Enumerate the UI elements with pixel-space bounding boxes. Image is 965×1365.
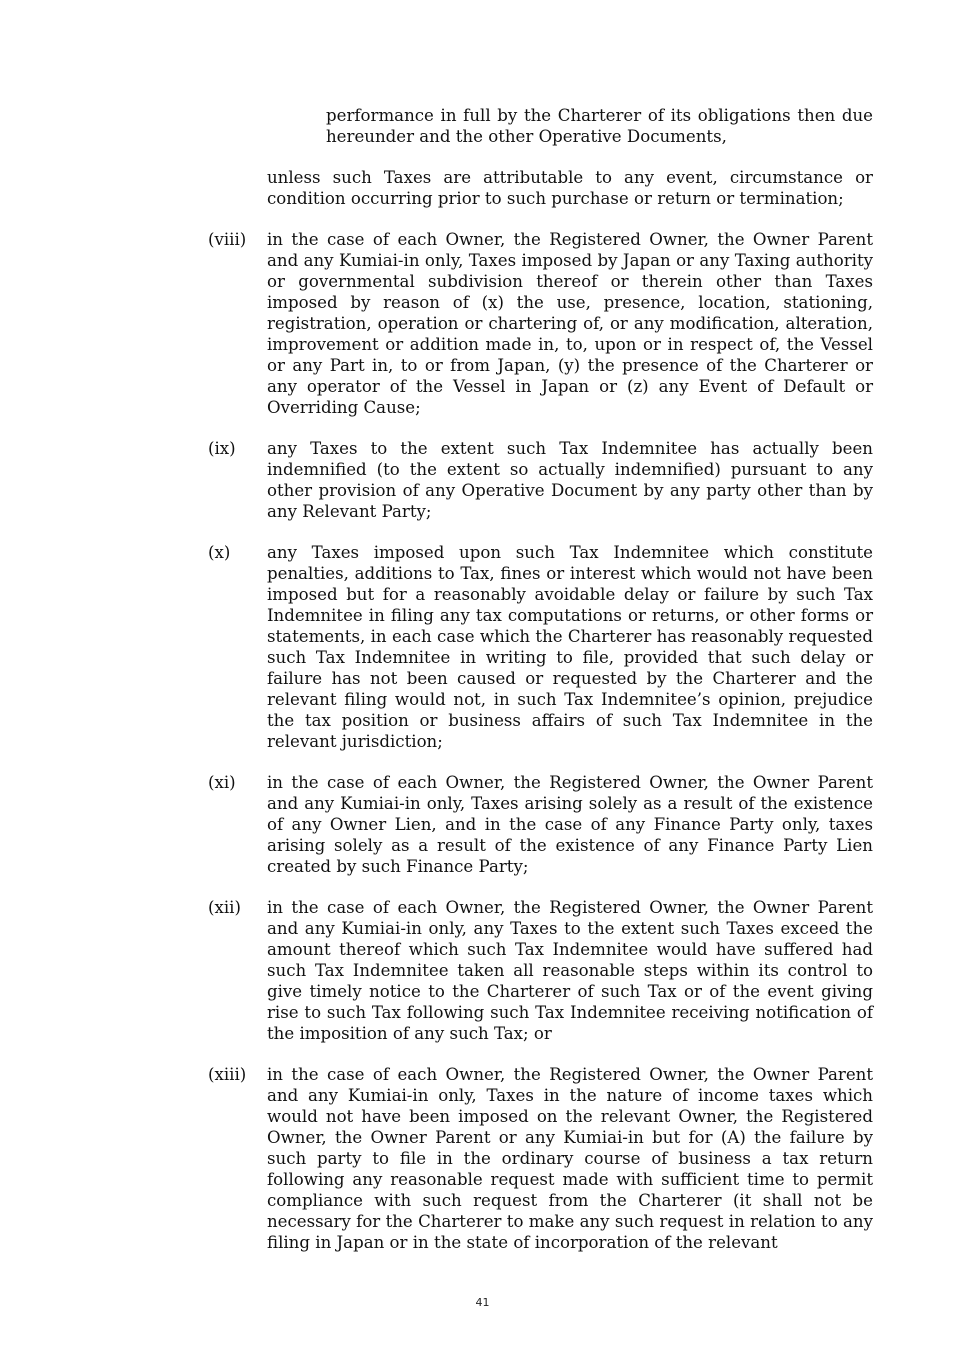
page-number: 41 xyxy=(475,1296,490,1309)
clause-number: (xiii) xyxy=(208,1065,247,1084)
clause-text: in the case of each Owner, the Registered Owner, the Owner Parent and any Kumiai-in only, Taxes in the nature of income taxes which would not have been imposed on the relevant Owner, the Registered Owner, the Owner Parent or any Kumiai-in but for (A) the failure by such party to file in the ordinary course of business a tax return following any reasonable request made with sufficient time to permit compliance with such request from the Charterer (it shall not be necessary for the Charterer to make any such request in relation to any filing in Japan or in the state of incorporation of the relevant xyxy=(267,1065,873,1252)
clause-number: (xii) xyxy=(208,898,241,917)
clause-text: in the case of each Owner, the Registered Owner, the Owner Parent and any Kumiai-in only, Taxes imposed by Japan or any Taxing authority or governmental subdivision thereof or therein other than Taxes imposed by reason of (x) the use, presence, location, stationing, registration, operation or chartering of, or any modification, alteration, improvement or addition made in, to, upon or in respect of, the Vessel or any Part in, to or from Japan, (y) the presence of the Charterer or any operator of the Vessel in Japan or (z) any Event of Default or Overriding Cause; xyxy=(267,230,873,417)
clause-text: any Taxes imposed upon such Tax Indemnitee which constitute penalties, additions to Tax, fines or interest which would not have been imposed but for a reasonably avoidable delay or failure by such Tax Indemnitee in filing any tax computations or returns, or other forms or statements, in each case which the Charterer has reasonably requested such Tax Indemnitee in writing to file, provided that such delay or failure has not been caused or requested by the Charterer and the relevant filing would not, in such Tax Indemnitee’s opinion, prejudice the tax position or business affairs of such Tax Indemnitee in the relevant jurisdiction; xyxy=(267,543,873,751)
continued-paragraph: performance in full by the Charterer of its obligations then due hereunder and the other Operative Documents, xyxy=(326,106,873,146)
clause-number: (ix) xyxy=(208,439,236,458)
condition-paragraph: unless such Taxes are attributable to any event, circumstance or condition occurring prior to such purchase or return or termination; xyxy=(267,168,873,208)
clause-number: (xi) xyxy=(208,773,236,792)
clause-text: in the case of each Owner, the Registered Owner, the Owner Parent and any Kumiai-in only, any Taxes to the extent such Taxes exceed the amount thereof which such Tax Indemnitee would have suffered had such Tax Indemnitee taken all reasonable steps within its control to give timely notice to the Charterer of such Tax or of the event giving rise to such Tax following such Tax Indemnitee receiving notification of the imposition of any such Tax; or xyxy=(267,898,873,1043)
clause-number: (x) xyxy=(208,543,231,562)
clause-text: in the case of each Owner, the Registered Owner, the Owner Parent and any Kumiai-in only, Taxes arising solely as a result of the existence of any Owner Lien, and in the case of any Finance Party only, taxes arising solely as a result of the existence of any Finance Party Lien created by such Finance Party; xyxy=(267,773,873,876)
clause-number: (viii) xyxy=(208,230,247,249)
clause-text: any Taxes to the extent such Tax Indemnitee has actually been indemnified (to the extent so actually indemnified) pursuant to any other provision of any Operative Document by any party other than by any Relevant Party; xyxy=(267,439,873,521)
